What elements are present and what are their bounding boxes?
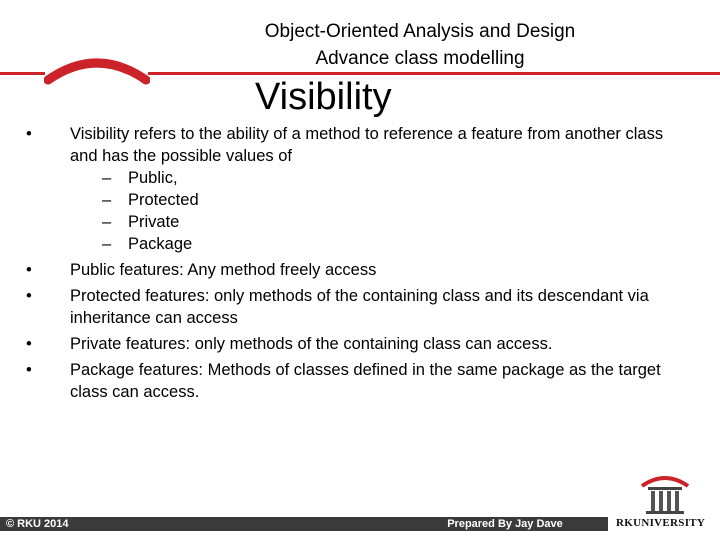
- sub-bullet-item: [102, 233, 666, 255]
- bullet-item: [26, 285, 666, 329]
- header-line-1: Object-Oriented Analysis and Design: [264, 21, 576, 42]
- sub-bullet-text: Protected: [128, 191, 199, 209]
- sub-bullet-text: Private: [128, 213, 180, 231]
- sub-bullet-mark: –: [102, 169, 112, 187]
- sub-bullet-item: [102, 211, 666, 233]
- bullet-item: [26, 359, 666, 403]
- bullet-item: [26, 259, 666, 281]
- bullet-mark: •: [26, 335, 32, 353]
- sub-bullet-mark: –: [102, 191, 112, 209]
- bullet-mark: •: [26, 261, 32, 279]
- footer-copyright: © RKU 2014: [6, 518, 69, 530]
- slide-content: [26, 123, 666, 403]
- footer-author: Prepared By Jay Dave: [402, 517, 608, 531]
- header-rule-right: [148, 72, 720, 75]
- bullet-item: [26, 123, 666, 167]
- bullet-text: Public features: Any method freely access: [70, 261, 377, 279]
- sub-bullet-text: Public,: [128, 169, 178, 187]
- bullet-mark: •: [26, 361, 32, 379]
- header-rule-left: [0, 72, 45, 75]
- sub-bullet-mark: –: [102, 235, 112, 253]
- header-title: [232, 18, 608, 72]
- sub-bullet-text: Package: [128, 235, 193, 253]
- footer-left-bar: [0, 517, 402, 531]
- bullet-text: Package features: Methods of classes defined in the same package as the target class can access.: [70, 361, 661, 401]
- sub-bullet-mark: –: [102, 213, 112, 231]
- bullet-text: Protected features: only methods of the containing class and its descendant via inheritance can access: [70, 287, 649, 327]
- bullet-text: Private features: only methods of the containing class can access.: [70, 335, 553, 353]
- bullet-item: [26, 333, 666, 355]
- header-line-2: Advance class modelling: [315, 48, 525, 69]
- slide-title: Visibility: [255, 76, 392, 118]
- sub-bullet-item: [102, 167, 666, 189]
- bullet-text: Visibility refers to the ability of a method to reference a feature from another class and has the possible values of: [70, 125, 664, 165]
- sub-bullet-item: [102, 189, 666, 211]
- bullet-mark: •: [26, 287, 32, 305]
- header-arc-decoration: [44, 50, 150, 86]
- logo-text: RKUNIVERSITY: [616, 517, 706, 529]
- bullet-mark: •: [26, 125, 32, 143]
